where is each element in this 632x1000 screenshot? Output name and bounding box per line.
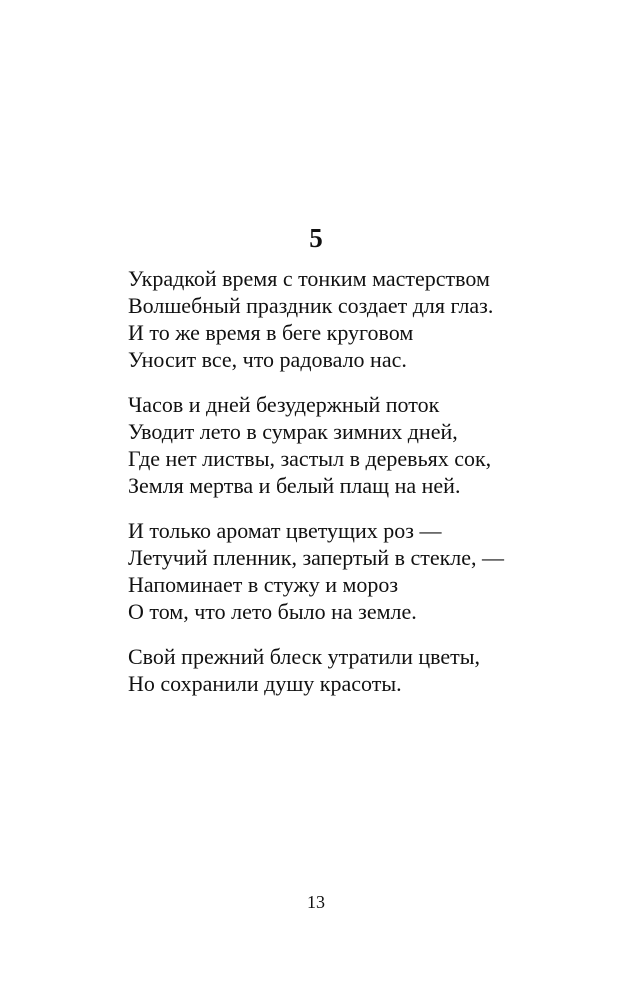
couplet [128, 643, 608, 697]
poem-line: Волшебный праздник создает для глаз. [128, 293, 494, 318]
poem-line: Летучий пленник, запертый в стекле, — [128, 545, 505, 570]
sonnet-number: 5 [309, 223, 323, 253]
poem-line: Земля мертва и белый плащ на ней. [128, 473, 461, 498]
stanza-3 [128, 517, 608, 625]
poem-line: Уносит все, что радовало нас. [128, 347, 407, 372]
stanza-1 [128, 265, 608, 373]
poem-line: О том, что лето было на земле. [128, 599, 417, 624]
page-number: 13 [307, 892, 325, 912]
poem-line: Но сохранили душу красоты. [128, 671, 402, 696]
poem-line: Где нет листвы, застыл в деревьях сок, [128, 446, 492, 471]
poem-line: И то же время в беге круговом [128, 320, 414, 345]
poem-line: Уводит лето в сумрак зимних дней, [128, 419, 458, 444]
poem-body [128, 265, 608, 715]
poem-line: Напоминает в стужу и мороз [128, 572, 399, 597]
stanza-2 [128, 391, 608, 499]
poem-line: И только аромат цветущих роз — [128, 518, 442, 543]
poem-line: Свой прежний блеск утратили цветы, [128, 644, 481, 669]
poem-line: Часов и дней безудержный поток [128, 392, 440, 417]
poem-line: Украдкой время с тонким мастерством [128, 266, 490, 291]
